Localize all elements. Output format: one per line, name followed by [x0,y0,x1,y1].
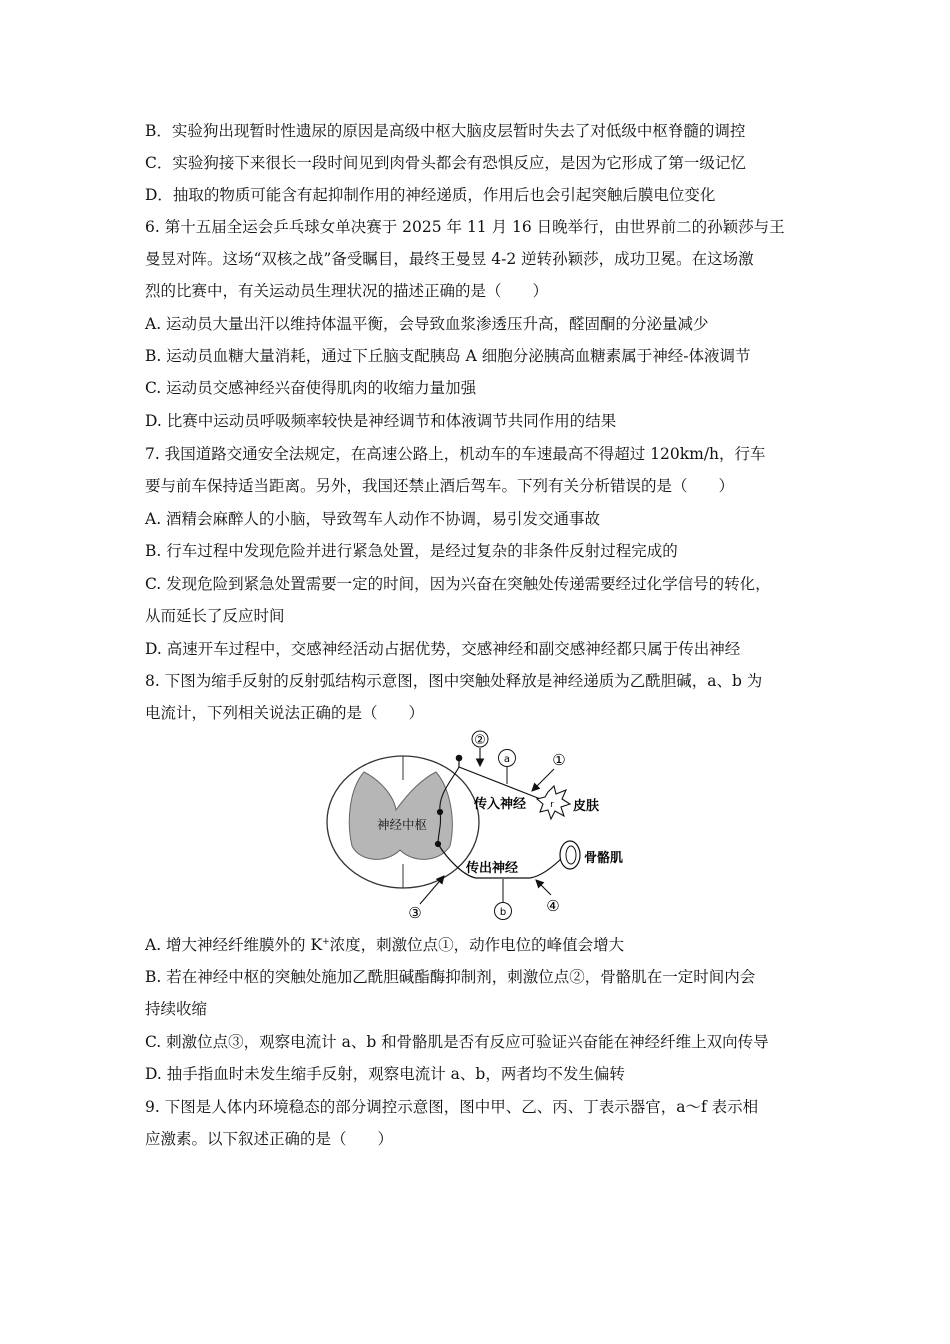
reflex-arc-figure [318,722,630,928]
q8-option-c: C. 刺激位点③，观察电流计 a、b 和骨骼肌是否有反应可验证兴奋能在神经纤维上双向传导 [145,1033,769,1051]
q5-option-b: B．实验狗出现暂时性遗尿的原因是高级中枢大脑皮层暂时失去了对低级中枢脊髓的调控 [145,122,746,140]
q8-stem-line1: 8. 下图为缩手反射的反射弧结构示意图，图中突触处释放是神经递质为乙酰胆碱，a、b 为 [145,672,763,690]
q7-stem-line2: 要与前车保持适当距离。另外，我国还禁止酒后驾车。下列有关分析错误的是（ ） [145,477,735,495]
q8-option-a-sup: + [322,936,330,947]
point-4-arrow [536,880,551,895]
muscle-inner [566,846,576,864]
q7-option-a: A. 酒精会麻醉人的小脑，导致驾车人动作不协调，易引发交通事故 [145,510,601,528]
q8-option-d: D. 抽手指血时未发生缩手反射，观察电流计 a、b，两者均不发生偏转 [145,1065,625,1083]
meter-a-label: a [503,754,511,765]
point-1-arrow [532,769,554,791]
receptor-mark: r [550,800,554,810]
q7-option-c-line1: C. 发现危险到紧急处置需要一定的时间，因为兴奋在突触处传递需要经过化学信号的转化， [145,575,771,593]
muscle-label: 骨骼肌 [584,851,624,866]
point-3-label: ③ [408,904,422,922]
q8-stem-line2: 电流计，下列相关说法正确的是（ ） [145,704,425,722]
q8-option-a-pre: A. 增大神经纤维膜外的 K [145,936,323,954]
q8-option-b-line1: B. 若在神经中枢的突触处施加乙酰胆碱酯酶抑制剂，刺激位点②，骨骼肌在一定时间内会 [145,968,756,986]
q7-option-b: B. 行车过程中发现危险并进行紧急处置，是经过复杂的非条件反射过程完成的 [145,542,678,560]
q8-option-b-line2: 持续收缩 [145,1000,208,1018]
afferent-label: 传入神经 [474,797,527,812]
q6-stem-line3: 烈的比赛中，有关运动员生理状况的描述正确的是（ ） [145,282,549,300]
point-1-label: ① [552,751,566,769]
q9-stem-line1: 9. 下图是人体内环境稳态的部分调控示意图，图中甲、乙、丙、丁表示器官，a～f 表示相 [145,1098,759,1116]
q7-stem-line1: 7. 我国道路交通安全法规定，在高速公路上，机动车的车速最高不得超过 120km/h，行车 [145,445,766,463]
q8-option-a-post: 浓度，刺激位点①，动作电位的峰值会增大 [329,936,625,954]
q7-option-c-line2: 从而延长了反应时间 [145,607,285,625]
efferent-label: 传出神经 [466,861,519,876]
center-label: 神经中枢 [376,817,428,832]
q8-option-a [145,935,624,955]
q6-option-a: A. 运动员大量出汗以维持体温平衡，会导致血浆渗透压升高，醛固酮的分泌量减少 [145,315,709,333]
q6-stem-line2: 曼昱对阵。这场“双核之战”备受瞩目，最终王曼昱 4-2 逆转孙颖莎，成功卫冕。在这场激 [145,250,754,268]
q9-stem-line2: 应激素。以下叙述正确的是（ ） [145,1130,394,1148]
q6-option-c: C. 运动员交感神经兴奋使得肌肉的收缩力量加强 [145,379,477,397]
meter-b-label: b [499,907,507,918]
q5-option-d: D．抽取的物质可能含有起抑制作用的神经递质，作用后也会引起突触后膜电位变化 [145,186,716,204]
q5-option-c: C．实验狗接下来很长一段时间见到肉骨头都会有恐惧反应，是因为它形成了第一级记忆 [145,154,746,172]
q7-option-d: D. 高速开车过程中，交感神经活动占据优势，交感神经和副交感神经都只属于传出神经 [145,640,741,658]
point-4-label: ④ [546,897,560,915]
point-2-label: ② [474,733,486,748]
q6-stem-line1: 6. 第十五届全运会乒乓球女单决赛于 2025 年 11 月 16 日晚举行，由世界前二的孙颖莎与王 [145,218,785,236]
skin-label: 皮肤 [573,799,600,814]
q6-option-b: B. 运动员血糖大量消耗，通过下丘脑支配胰岛 A 细胞分泌胰高血糖素属于神经-体液调节 [145,347,751,365]
q6-option-d: D. 比赛中运动员呼吸频率较快是神经调节和体液调节共同作用的结果 [145,412,617,430]
